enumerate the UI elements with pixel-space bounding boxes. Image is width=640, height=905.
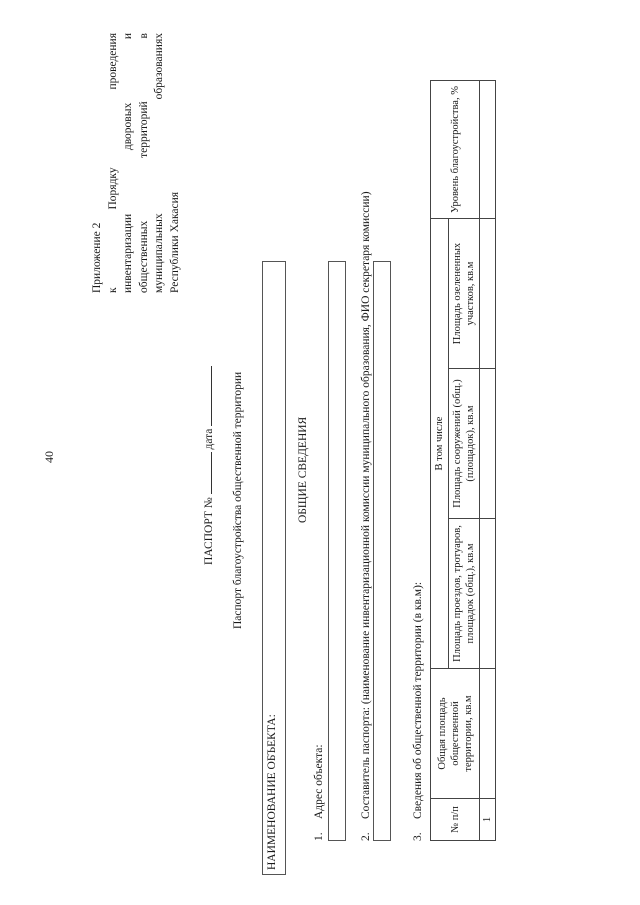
compiler-field-box xyxy=(373,261,391,841)
header-total-area: Общая площадь общественной территории, кв.м xyxy=(431,669,480,799)
passport-title: ПАСПОРТ № дата xyxy=(203,366,215,565)
header-green-area: Площадь озелененных участков, кв.м xyxy=(449,219,480,369)
passport-date-blank xyxy=(211,366,212,426)
table-cell xyxy=(480,519,496,669)
header-improvement-level: Уровень благоустройства, % xyxy=(431,81,480,219)
object-name-box xyxy=(262,261,286,875)
address-field-box xyxy=(328,261,346,841)
appendix-header xyxy=(90,33,184,293)
table-cell xyxy=(480,219,496,369)
table-cell xyxy=(480,369,496,519)
address-label: 1.Адрес объекта: xyxy=(313,744,325,841)
appendix-line: Республики Хакасия xyxy=(168,191,181,293)
appendix-line: Приложение 2 xyxy=(91,222,103,293)
header-structures-area: Площадь сооружений (общ.) (площадок), кв.м xyxy=(449,369,480,519)
table-cell xyxy=(480,669,496,799)
appendix-line: муниципальных образованиях xyxy=(153,33,166,293)
table-cell: 1 xyxy=(480,799,496,841)
passport-subtitle: Паспорт благоустройства общественной территории xyxy=(232,371,244,629)
header-num: № п/п xyxy=(431,799,480,841)
table-header-row xyxy=(431,81,449,841)
appendix-line: к Порядку проведения xyxy=(106,33,119,293)
territory-info-table xyxy=(430,80,496,841)
general-info-title: ОБЩИЕ СВЕДЕНИЯ xyxy=(297,416,309,523)
header-including: В том числе xyxy=(431,219,449,669)
object-name-label: НАИМЕНОВАНИЕ ОБЪЕКТА: xyxy=(266,714,278,870)
header-roads-area: Площадь проездов, тротуаров, площадок (общ.), кв.м xyxy=(449,519,480,669)
table-row xyxy=(480,81,496,841)
appendix-line: инвентаризации дворовых и xyxy=(122,33,135,293)
table-cell xyxy=(480,81,496,219)
page-number: 40 xyxy=(42,451,56,463)
compiler-label: 2.Составитель паспорта: (наименование инвентаризационной комиссии муниципального образования, ФИО секретаря комиссии) xyxy=(360,191,372,841)
appendix-line: общественных территорий в xyxy=(137,33,150,293)
territory-info-label: 3.Сведения об общественной территории (в кв.м): xyxy=(412,581,424,841)
passport-number-blank xyxy=(211,452,212,494)
